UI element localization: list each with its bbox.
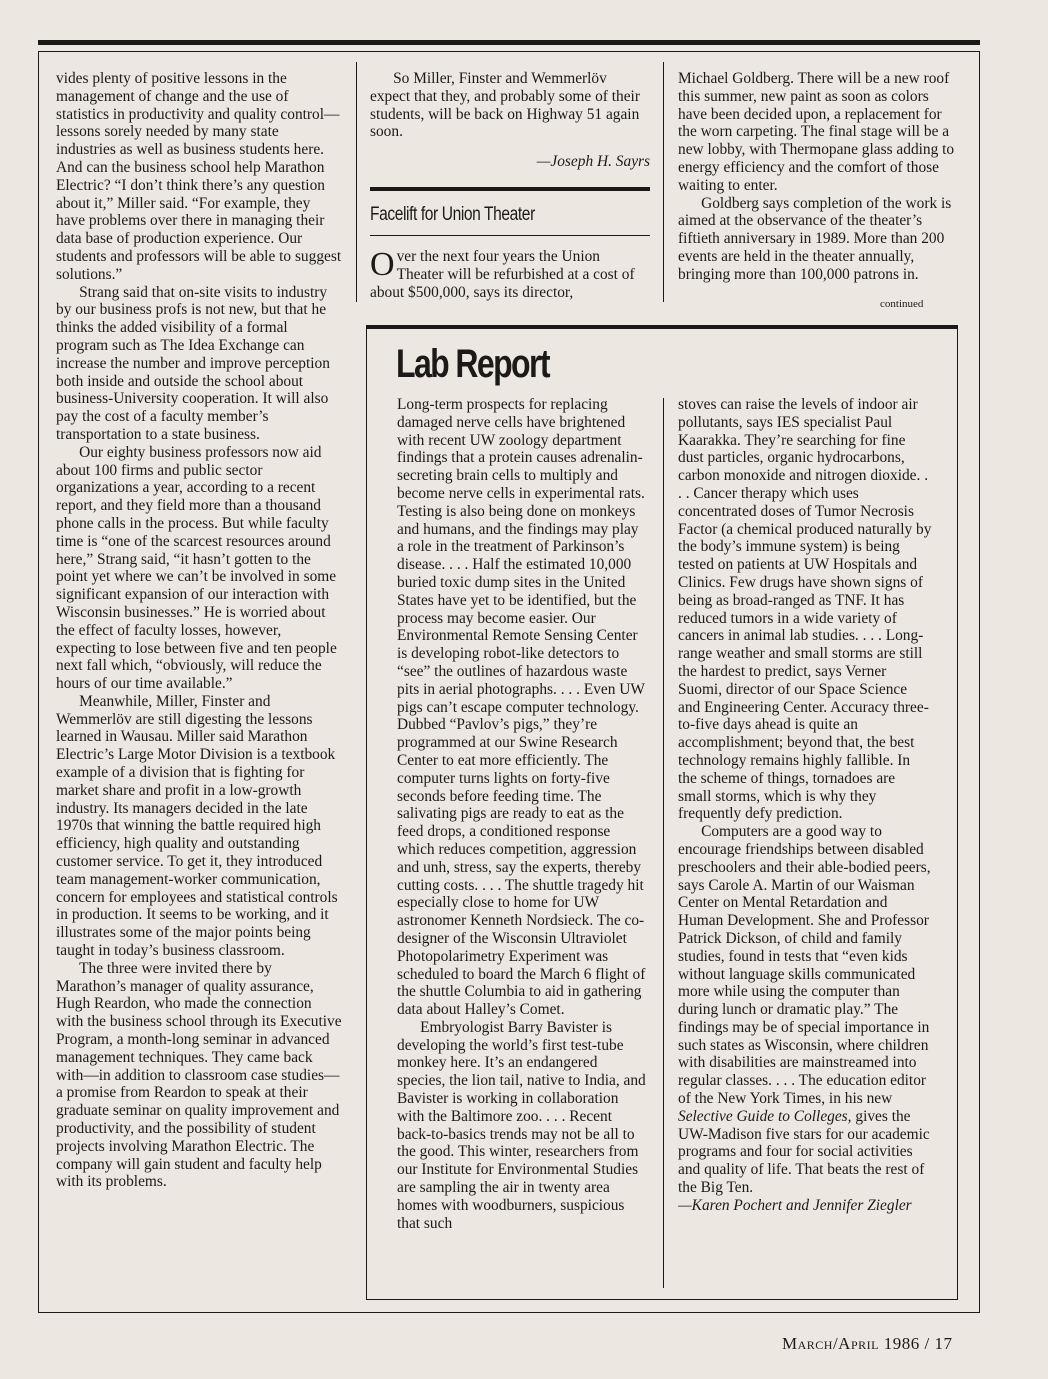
book-title: Selective Guide to Colleges, — [678, 1107, 852, 1125]
page-footer — [782, 1334, 952, 1354]
lab-left-paragraph: Embryologist Barry Bavister is developing the world’s first test-tube monkey here. It’s an endangered species, the lion tail, native to India, and Bavister is working in collaboration with the Baltimore zoo. . . . Recent back-to-basics trends may not be all to the good. This winter, researchers from our Institute for Environmental Studies are sampling the air in twenty area homes with woodburners, suspicious that such — [397, 1018, 646, 1232]
footer-page: 1986 / 17 — [883, 1334, 953, 1353]
facelift-article — [370, 248, 650, 308]
lab-report-divider — [663, 398, 664, 1288]
facelift-top-rule — [370, 187, 650, 191]
col3-paragraph: Michael Goldberg. There will be a new roof this summer, new paint as soon as colors have been decided upon, a replacement for the worn carpeting. The final stage will be a new lobby, with Thermopane glass adding to energy efficiency and the comfort of those waiting to enter. — [678, 70, 955, 194]
lab-report-left-column — [397, 396, 649, 1288]
col1-paragraph: Our eighty business professors now aid about 100 firms and public sector organizations a year, according to a recent report, and they field more than a thousand phone calls in the process. But while faculty time is “one of the scarcest resources around here,” Strang said, “it hasn’t gotten to the point yet where we can’t be involved in some significant expansion of our interaction with Wisconsin businesses.” He is worried about the effect of faculty losses, however, expecting to lose between five and ten people next fall which, “obviously, will reduce the hours of our time available.” — [56, 443, 337, 693]
dropcap: O — [370, 248, 395, 283]
facelift-paragraph — [370, 248, 650, 301]
facelift-heading-rule — [370, 235, 650, 236]
lab-right-text: gives the UW-Madison five stars for our academic programs and four for social activities and quality of life. That beats the rest of the Big Ten. — [678, 1107, 930, 1197]
lab-right-text: Computers are a good way to encourage friendships between disabled preschoolers and their able-bodied peers, says Carole A. Martin of our Waisman Center on Mental Retardation and Human Development. She and Professor Patrick Dickson, of child and family studies, found in tests that “even kids without language skills communicated more while using the computer than during lunch or dramatic play.” The findings may be of special importance in such states as Wisconsin, where children with disabilities are mainstreamed into regular classes. . . . The education editor of the New York Times, in his new — [678, 823, 931, 1108]
column-3 — [678, 70, 958, 302]
facelift-heading: Facelift for Union Theater — [370, 204, 535, 225]
col3-paragraph: Goldberg says completion of the work is aimed at the observance of the theater’s fiftieth anniversary in 1989. More than 200 events are held in the theater annually, bringing more than 100,000 patrons in. — [678, 194, 952, 283]
col1-paragraph: The three were invited there by Marathon’s manager of quality assurance, Hugh Reardon, who made the connection with the business school through its Executive Program, a month-long seminar in advanced management techniques. They came back with—in addition to classroom case studies—a promise from Reardon to speak at their graduate seminar on quality improvement and productivity, and the possibility of student projects involving Marathon Electric. The company will gain student and faculty help with its problems. — [56, 959, 342, 1191]
lab-right-paragraph — [678, 823, 932, 1197]
column-divider — [663, 62, 664, 302]
col2-paragraph: So Miller, Finster and Wemmerlöv expect that they, and probably some of their students, will be back on Highway 51 again soon. — [370, 70, 640, 141]
top-rule — [38, 40, 980, 45]
lab-report-right-column — [678, 396, 932, 1288]
column-2 — [370, 70, 650, 190]
byline-sayrs: —Joseph H. Sayrs — [536, 153, 650, 171]
lab-right-paragraph: stoves can raise the levels of indoor air pollutants, says IES specialist Paul Kaarakka. They’re searching for fine dust particles, organic hydrocarbons, carbon monoxide and nitrogen dioxide. . . . Cancer therapy which uses concentrated doses of Tumor Necrosis Factor (a chemical produced naturally by the body’s immune system) is being tested on patients at UW Hospitals and Clinics. Few drugs have shown signs of being as broad-ranged as TNF. It has reduced tumors in a wide variety of cancers in animal lab studies. . . . Long-range weather and small storms are still the hardest to predict, says Verner Suomi, director of our Space Science and Engineering Center. Accuracy three-to-five days ahead is quite an accomplishment; beyond that, the best technology remains highly fallible. In the scheme of things, tornadoes are small storms, which is why they frequently defy prediction. — [678, 396, 932, 823]
byline-pochert-ziegler: —Karen Pochert and Jennifer Ziegler — [678, 1196, 912, 1214]
lab-left-paragraph: Long-term prospects for replacing damaged nerve cells have brightened with recent UW zoology department findings that a protein causes adrenalin-secreting brain cells to multiply and become nerve cells in experimental rats. Testing is also being done on monkeys and humans, and the findings may play a role in the treatment of Parkinson’s disease. . . . Half the estimated 10,000 buried toxic dump sites in the United States have yet to be identified, but the process may become easier. Our Environmental Remote Sensing Center is developing robot-like detectors to “see” the outlines of hazardous waste pits in aerial photographs. . . . Even UW pigs can’t escape computer technology. Dubbed “Pavlov’s pigs,” they’re programmed at our Swine Research Center to eat more efficiently. The computer turns lights on forty-five seconds before feeding time. The salivating pigs are ready to eat as the feed drops, a conditioned response which reduces competition, aggression and unh, stress, say the experts, thereby cutting costs. . . . The shuttle tragedy hit especially close to home for UW astronomer Kenneth Nordsieck. The co-designer of the Wisconsin Ultraviolet Photopolarimetry Experiment was scheduled to board the March 6 flight of the shuttle Columbia to aid in gathering data about Halley’s Comet. — [397, 396, 646, 1019]
column-divider — [356, 62, 357, 302]
column-1 — [56, 70, 342, 1300]
continued-label: continued — [880, 298, 924, 310]
col1-paragraph: Strang said that on-site visits to industry by our business profs is not new, but that he thinks the added visibility of a formal program such as The Idea Exchange can increase the number and improve perception both inside and outside the school about business-University cooperation. It will also pay the cost of a faculty member’s transportation to a state business. — [56, 283, 330, 443]
lab-report-title: Lab Report — [396, 342, 549, 386]
lab-report-top-rule — [366, 325, 958, 329]
facelift-text: ver the next four years the Union Theater will be refurbished at a cost of about $500,000, says its director, — [370, 248, 635, 301]
col1-paragraph: vides plenty of positive lessons in the management of change and the use of statistics in productivity and quality control—lessons sorely needed by many state industries as well as business students here. And can the business school help Marathon Electric? “I don’t think there’s any question about it,” Miller said. “For example, they have problems over there in managing their data base of production experience. Our students and professors will be able to suggest solutions.” — [56, 70, 342, 283]
col1-paragraph: Meanwhile, Miller, Finster and Wemmerlöv are still digesting the lessons learned in Wausau. Miller said Marathon Electric’s Large Motor Division is a textbook example of a division that is fighting for market share and profit in a low-growth industry. Its managers decided in the late 1970s that winning the battle required high efficiency, high quality and outstanding customer service. To get it, they introduced team management-worker communication, concern for employees and statistical controls in production. It seems to be working, and it illustrates some of the major points being taught in today’s business classroom. — [56, 692, 338, 960]
footer-month: March/April — [782, 1334, 879, 1353]
